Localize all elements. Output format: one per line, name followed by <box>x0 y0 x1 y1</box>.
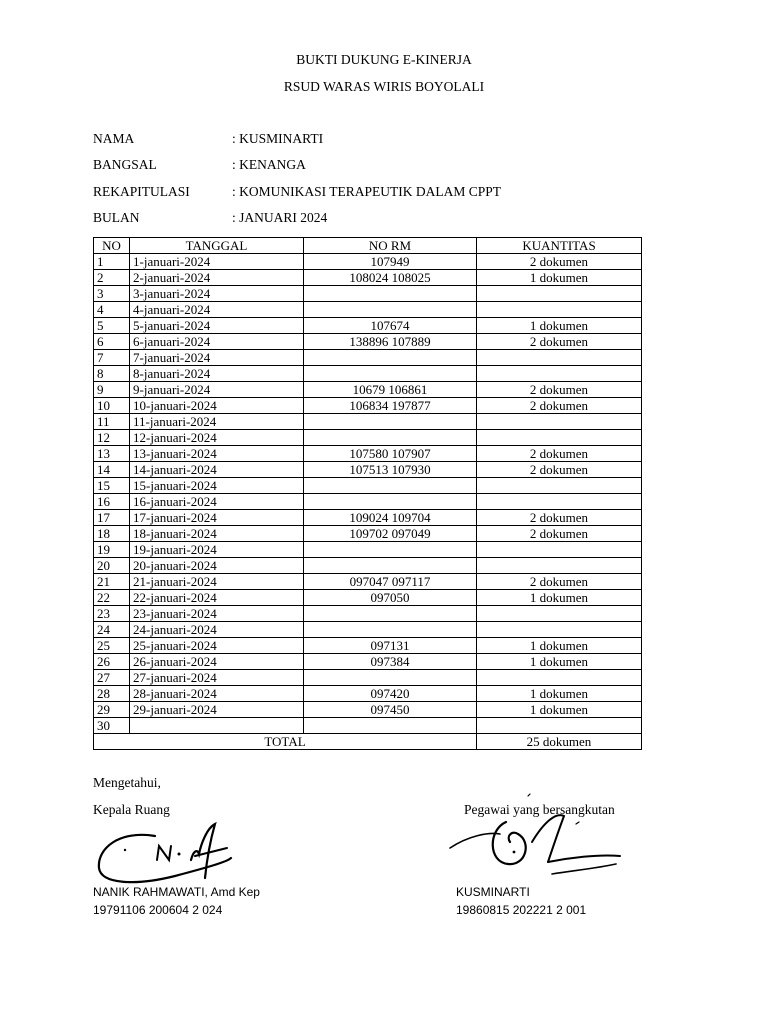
table-header-row <box>94 238 642 254</box>
table-row <box>94 254 642 270</box>
cell-no-rm: 107949 <box>304 254 477 270</box>
cell-no-rm <box>304 494 477 510</box>
cell-no-rm <box>304 286 477 302</box>
cell-tanggal: 27-januari-2024 <box>130 670 304 686</box>
cell-no-rm <box>304 414 477 430</box>
cell-kuantitas: 2 dokumen <box>477 462 642 478</box>
cell-no: 22 <box>94 590 130 606</box>
cell-no-rm <box>304 622 477 638</box>
cell-no-rm: 109024 109704 <box>304 510 477 526</box>
acknowledged-label: Mengetahui, <box>93 775 161 790</box>
cell-tanggal: 7-januari-2024 <box>130 350 304 366</box>
cell-no-rm <box>304 670 477 686</box>
cell-no: 3 <box>94 286 130 302</box>
cell-no: 10 <box>94 398 130 414</box>
total-row <box>94 734 642 750</box>
cell-kuantitas <box>477 622 642 638</box>
cell-no: 28 <box>94 686 130 702</box>
total-value: 25 dokumen <box>477 734 642 750</box>
table-row <box>94 574 642 590</box>
cell-kuantitas: 1 dokumen <box>477 590 642 606</box>
cell-no-rm: 097420 <box>304 686 477 702</box>
cell-no: 4 <box>94 302 130 318</box>
cell-tanggal <box>130 718 304 734</box>
cell-tanggal: 19-januari-2024 <box>130 542 304 558</box>
cell-no-rm: 106834 197877 <box>304 398 477 414</box>
cell-no: 6 <box>94 334 130 350</box>
cell-no-rm: 097131 <box>304 638 477 654</box>
cell-no-rm: 108024 108025 <box>304 270 477 286</box>
table-row <box>94 318 642 334</box>
cell-tanggal: 3-januari-2024 <box>130 286 304 302</box>
cell-no-rm: 097047 097117 <box>304 574 477 590</box>
cell-tanggal: 29-januari-2024 <box>130 702 304 718</box>
cell-tanggal: 5-januari-2024 <box>130 318 304 334</box>
table-row <box>94 670 642 686</box>
cell-no: 19 <box>94 542 130 558</box>
cell-kuantitas: 2 dokumen <box>477 574 642 590</box>
header-no: NO <box>94 238 130 254</box>
table-row <box>94 654 642 670</box>
cell-no: 24 <box>94 622 130 638</box>
cell-kuantitas <box>477 430 642 446</box>
cell-kuantitas <box>477 670 642 686</box>
field-value: : JANUARI 2024 <box>232 210 328 225</box>
cell-tanggal: 4-januari-2024 <box>130 302 304 318</box>
cell-no: 16 <box>94 494 130 510</box>
table-row <box>94 702 642 718</box>
cell-kuantitas: 1 dokumen <box>477 638 642 654</box>
cell-no: 11 <box>94 414 130 430</box>
table-row <box>94 334 642 350</box>
table-row <box>94 478 642 494</box>
cell-kuantitas: 2 dokumen <box>477 334 642 350</box>
cell-no-rm: 107513 107930 <box>304 462 477 478</box>
cell-kuantitas: 1 dokumen <box>477 702 642 718</box>
right-signature <box>448 792 623 882</box>
cell-kuantitas: 2 dokumen <box>477 398 642 414</box>
table-row <box>94 462 642 478</box>
cell-no: 13 <box>94 446 130 462</box>
cell-no-rm: 107580 107907 <box>304 446 477 462</box>
cell-tanggal: 24-januari-2024 <box>130 622 304 638</box>
cell-kuantitas: 2 dokumen <box>477 526 642 542</box>
header-no-rm: NO RM <box>304 238 477 254</box>
table-row <box>94 446 642 462</box>
document-subtitle: RSUD WARAS WIRIS BOYOLALI <box>283 79 485 94</box>
right-signer-nip: 19860815 202221 2 001 <box>456 903 587 917</box>
cell-kuantitas <box>477 478 642 494</box>
cell-no: 29 <box>94 702 130 718</box>
table-row <box>94 718 642 734</box>
cell-no-rm <box>304 542 477 558</box>
field-label: BANGSAL <box>93 157 157 172</box>
cell-no: 26 <box>94 654 130 670</box>
cell-kuantitas <box>477 302 642 318</box>
cell-tanggal: 25-januari-2024 <box>130 638 304 654</box>
cell-tanggal: 6-januari-2024 <box>130 334 304 350</box>
cell-no-rm <box>304 350 477 366</box>
cell-no: 8 <box>94 366 130 382</box>
field-label: NAMA <box>93 131 135 146</box>
cell-no: 27 <box>94 670 130 686</box>
cell-tanggal: 13-januari-2024 <box>130 446 304 462</box>
table-row <box>94 398 642 414</box>
table-row <box>94 494 642 510</box>
table-row <box>94 302 642 318</box>
table-row <box>94 526 642 542</box>
cell-no: 1 <box>94 254 130 270</box>
cell-no-rm <box>304 558 477 574</box>
field-label: REKAPITULASI <box>93 184 190 199</box>
cell-no-rm: 097450 <box>304 702 477 718</box>
cell-kuantitas: 2 dokumen <box>477 510 642 526</box>
cell-tanggal: 1-januari-2024 <box>130 254 304 270</box>
table-row <box>94 414 642 430</box>
total-label: TOTAL <box>94 734 477 750</box>
cell-no: 20 <box>94 558 130 574</box>
cell-tanggal: 8-januari-2024 <box>130 366 304 382</box>
cell-kuantitas <box>477 718 642 734</box>
table-row <box>94 270 642 286</box>
cell-no: 18 <box>94 526 130 542</box>
cell-kuantitas <box>477 542 642 558</box>
cell-tanggal: 16-januari-2024 <box>130 494 304 510</box>
field-value: : KUSMINARTI <box>232 131 324 146</box>
table-row <box>94 558 642 574</box>
cell-no: 5 <box>94 318 130 334</box>
left-signature <box>95 818 235 888</box>
header-tanggal: TANGGAL <box>130 238 304 254</box>
cell-no: 23 <box>94 606 130 622</box>
cell-tanggal: 20-januari-2024 <box>130 558 304 574</box>
cell-kuantitas <box>477 606 642 622</box>
cell-tanggal: 2-januari-2024 <box>130 270 304 286</box>
right-signer-name: KUSMINARTI <box>456 885 530 899</box>
cell-no: 21 <box>94 574 130 590</box>
cell-no-rm <box>304 478 477 494</box>
field-label: BULAN <box>93 210 140 225</box>
header-kuantitas: KUANTITAS <box>477 238 642 254</box>
cell-kuantitas: 2 dokumen <box>477 382 642 398</box>
cell-kuantitas <box>477 286 642 302</box>
cell-no-rm <box>304 302 477 318</box>
left-signer-nip: 19791106 200604 2 024 <box>93 903 223 917</box>
table-row <box>94 510 642 526</box>
left-signer-name: NANIK RAHMAWATI, Amd Kep <box>93 885 260 899</box>
rekap-table <box>93 237 642 750</box>
cell-tanggal: 28-januari-2024 <box>130 686 304 702</box>
cell-tanggal: 14-januari-2024 <box>130 462 304 478</box>
cell-tanggal: 11-januari-2024 <box>130 414 304 430</box>
field-value: : KOMUNIKASI TERAPEUTIK DALAM CPPT <box>232 184 502 199</box>
table-row <box>94 638 642 654</box>
table-row <box>94 622 642 638</box>
table-row <box>94 382 642 398</box>
table-row <box>94 606 642 622</box>
cell-kuantitas: 1 dokumen <box>477 318 642 334</box>
cell-no: 9 <box>94 382 130 398</box>
right-role: Pegawai yang bersangkutan <box>464 802 615 817</box>
cell-tanggal: 23-januari-2024 <box>130 606 304 622</box>
cell-no: 30 <box>94 718 130 734</box>
cell-tanggal: 22-januari-2024 <box>130 590 304 606</box>
cell-tanggal: 21-januari-2024 <box>130 574 304 590</box>
table-row <box>94 542 642 558</box>
cell-kuantitas <box>477 494 642 510</box>
table-row <box>94 350 642 366</box>
cell-no: 7 <box>94 350 130 366</box>
table-row <box>94 430 642 446</box>
cell-no-rm: 107674 <box>304 318 477 334</box>
cell-kuantitas <box>477 414 642 430</box>
cell-no: 12 <box>94 430 130 446</box>
cell-no: 25 <box>94 638 130 654</box>
cell-tanggal: 10-januari-2024 <box>130 398 304 414</box>
document-title: BUKTI DUKUNG E-KINERJA <box>296 52 472 67</box>
cell-kuantitas: 1 dokumen <box>477 686 642 702</box>
table-row <box>94 590 642 606</box>
cell-tanggal: 12-januari-2024 <box>130 430 304 446</box>
cell-tanggal: 17-januari-2024 <box>130 510 304 526</box>
cell-kuantitas <box>477 558 642 574</box>
cell-no: 14 <box>94 462 130 478</box>
cell-tanggal: 9-januari-2024 <box>130 382 304 398</box>
cell-no-rm <box>304 430 477 446</box>
cell-no: 2 <box>94 270 130 286</box>
cell-kuantitas <box>477 350 642 366</box>
left-role: Kepala Ruang <box>93 802 170 817</box>
cell-kuantitas: 2 dokumen <box>477 254 642 270</box>
cell-no-rm: 109702 097049 <box>304 526 477 542</box>
table-row <box>94 366 642 382</box>
table-row <box>94 286 642 302</box>
cell-tanggal: 15-januari-2024 <box>130 478 304 494</box>
cell-no-rm: 138896 107889 <box>304 334 477 350</box>
cell-kuantitas: 1 dokumen <box>477 270 642 286</box>
cell-no: 15 <box>94 478 130 494</box>
cell-kuantitas: 1 dokumen <box>477 654 642 670</box>
cell-no-rm: 10679 106861 <box>304 382 477 398</box>
cell-no-rm: 097384 <box>304 654 477 670</box>
cell-kuantitas <box>477 366 642 382</box>
cell-tanggal: 26-januari-2024 <box>130 654 304 670</box>
table-row <box>94 686 642 702</box>
cell-no-rm <box>304 606 477 622</box>
cell-kuantitas: 2 dokumen <box>477 446 642 462</box>
field-value: : KENANGA <box>232 157 306 172</box>
cell-no-rm <box>304 366 477 382</box>
cell-no: 17 <box>94 510 130 526</box>
cell-no-rm <box>304 718 477 734</box>
cell-no-rm: 097050 <box>304 590 477 606</box>
cell-tanggal: 18-januari-2024 <box>130 526 304 542</box>
